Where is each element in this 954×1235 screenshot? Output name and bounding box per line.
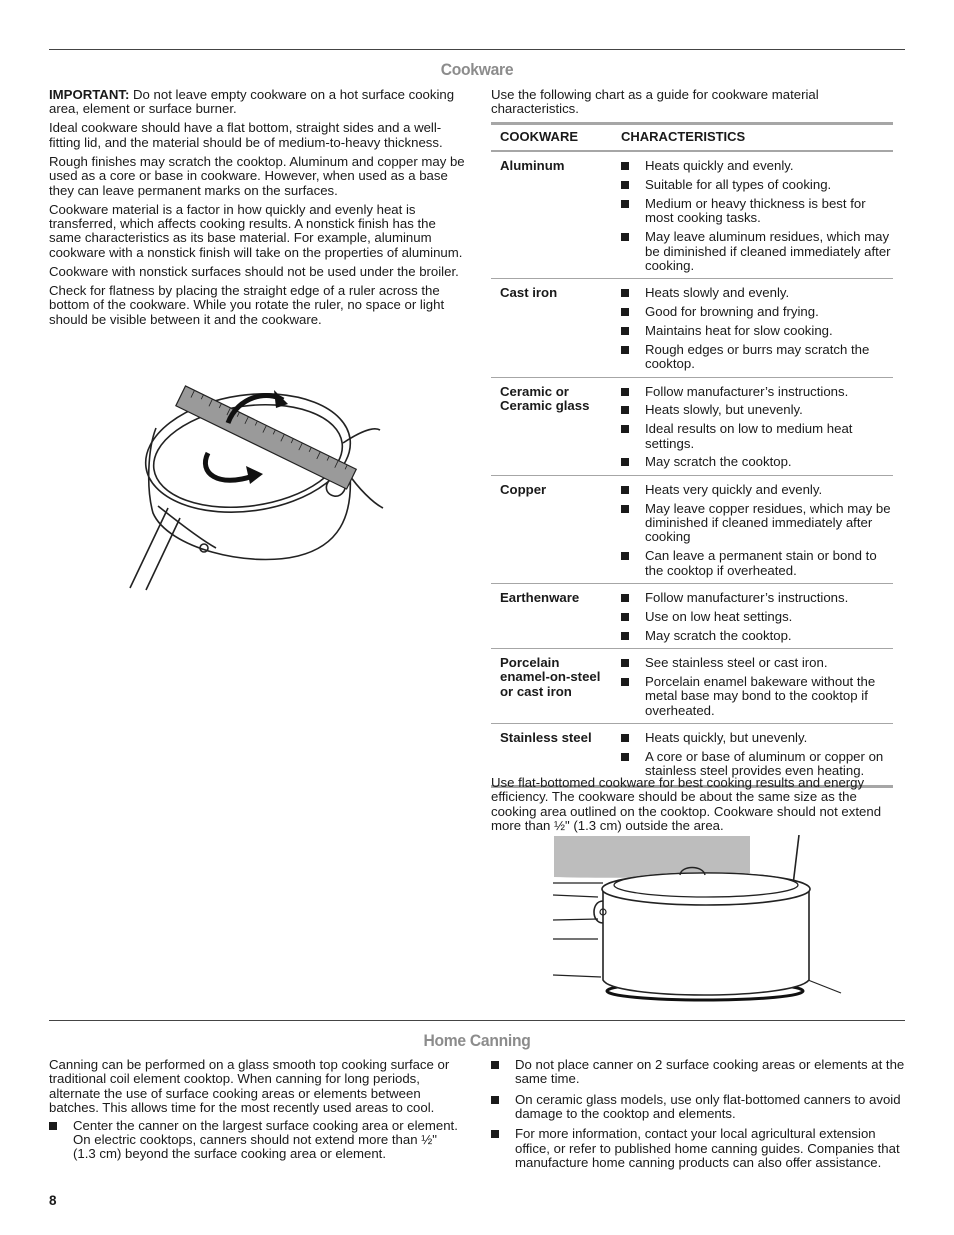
home-canning-left-column xyxy=(49,1058,463,1168)
characteristics-cell xyxy=(612,475,893,583)
canning-intro: Canning can be performed on a glass smooth top cooking surface or traditional coil element cooktop. When canning for long periods, alternate the use of surface cooking areas or elements between batches. This allows time for the most recently used areas to cool. xyxy=(49,1057,450,1116)
table-row xyxy=(491,151,893,279)
paragraph: Cookware with nonstick surfaces should not be used under the broiler. xyxy=(49,263,459,279)
list-item: Heats very quickly and evenly. xyxy=(621,483,893,497)
table-row xyxy=(491,279,893,377)
list-item: Heats slowly and evenly. xyxy=(621,286,893,300)
table-row xyxy=(491,649,893,724)
characteristics-cell xyxy=(612,377,893,475)
list-item: May scratch the cooktop. xyxy=(621,455,893,469)
important-text: Do not leave empty cookware on a hot surface cooking area, element or surface burner. xyxy=(49,87,455,117)
list-item: Rough edges or burrs may scratch the cooktop. xyxy=(621,343,893,372)
table-row xyxy=(491,377,893,475)
list-item: Use on low heat settings. xyxy=(621,610,893,624)
list-item: May scratch the cooktop. xyxy=(621,629,893,643)
material-cell: Porcelain enamel-on-steel or cast iron xyxy=(491,649,612,724)
section-rule xyxy=(49,1020,905,1021)
list-item: Heats slowly, but unevenly. xyxy=(621,403,893,417)
list-item: Suitable for all types of cooking. xyxy=(621,178,893,192)
table-header-row xyxy=(491,124,893,152)
table-row xyxy=(491,584,893,649)
cookware-heading: Cookware xyxy=(440,60,514,79)
list-item: Porcelain enamel bakeware without the metal base may bond to the cooktop if overheated. xyxy=(621,675,893,718)
characteristics-cell xyxy=(612,584,893,649)
list-item: Good for browning and frying. xyxy=(621,305,893,319)
important-note xyxy=(49,88,467,117)
list-item: Maintains heat for slow cooking. xyxy=(621,324,893,338)
table-row xyxy=(491,475,893,583)
list-item: See stainless steel or cast iron. xyxy=(621,656,893,670)
list-item: Follow manufacturer’s instructions. xyxy=(621,591,893,605)
list-item: Medium or heavy thickness is best for most cooking tasks. xyxy=(621,197,893,226)
header-characteristics: CHARACTERISTICS xyxy=(612,124,893,152)
important-label: IMPORTANT: xyxy=(49,87,130,102)
list-item: Follow manufacturer’s instructions. xyxy=(621,385,893,399)
characteristics-cell xyxy=(612,649,893,724)
list-item: For more information, contact your local agricultural extension office, or refer to published home canning guides. Companies that manufacture home canning products can also offer assistance. xyxy=(491,1127,905,1170)
list-item: On ceramic glass models, use only flat-bottomed canners to avoid damage to the cooktop and elements. xyxy=(491,1093,905,1122)
page-number: 8 xyxy=(49,1193,57,1208)
material-cell: Ceramic or Ceramic glass xyxy=(491,377,612,475)
material-cell: Stainless steel xyxy=(491,724,612,787)
list-item: A core or base of aluminum or copper on stainless steel provides even heating. xyxy=(621,750,893,779)
material-cell: Cast iron xyxy=(491,279,612,377)
paragraph: Ideal cookware should have a flat bottom, straight sides and a well-fitting lid, and the material should be of medium-to-heavy thickness. xyxy=(49,120,443,150)
characteristics-cell xyxy=(612,151,893,279)
pot-on-cooktop-illustration xyxy=(553,835,845,1007)
list-item: Do not place canner on 2 surface cooking areas or elements at the same time. xyxy=(491,1058,905,1087)
list-item: Can leave a permanent stain or bond to the cooktop if overheated. xyxy=(621,549,893,578)
material-cell: Earthenware xyxy=(491,584,612,649)
paragraph: Check for flatness by placing the straight edge of a ruler across the bottom of the cookware. While you rotate the ruler, no space or light should be visible between it and the cookware. xyxy=(49,282,445,327)
list-item: Heats quickly and evenly. xyxy=(621,159,893,173)
flat-bottomed-note: Use flat-bottomed cookware for best cooking results and energy efficiency. The cookware should be about the same size as the cooking area outlined on the cooktop. Cookware should not extend more than ½" (1.3 cm) outside the area. xyxy=(491,775,882,834)
material-cell: Copper xyxy=(491,475,612,583)
list-item: Center the canner on the largest surface cooking area or element. On electric cooktops, canners should not extend more than ½" (1.3 cm) beyond the surface cooking area or element. xyxy=(49,1119,463,1162)
list-item: May leave copper residues, which may be diminished if cleaned immediately after cooking xyxy=(621,502,893,545)
chart-intro: Use the following chart as a guide for cookware material characteristics. xyxy=(491,87,819,117)
list-item: Ideal results on low to medium heat settings. xyxy=(621,422,893,451)
ruler-flatness-illustration xyxy=(128,378,388,593)
cookware-characteristics-table xyxy=(491,122,893,788)
paragraph: Rough finishes may scratch the cooktop. Aluminum and copper may be used as a core or base in cookware. However, when used as a base they can leave permanent marks on the surfaces. xyxy=(49,153,465,198)
header-cookware: COOKWARE xyxy=(491,124,612,152)
paragraph: Cookware material is a factor in how quickly and evenly heat is transferred, which affects cooking results. A nonstick finish has the same characteristics as its base material. For example, aluminum cookware with a nonstick finish will take on the properties of aluminum. xyxy=(49,201,463,260)
cookware-left-column xyxy=(49,88,467,332)
list-item: May leave aluminum residues, which may be diminished if cleaned immediately after cooking. xyxy=(621,230,893,273)
home-canning-heading: Home Canning xyxy=(423,1031,531,1050)
characteristics-cell xyxy=(612,279,893,377)
list-item: Heats quickly, but unevenly. xyxy=(621,731,893,745)
material-cell: Aluminum xyxy=(491,151,612,279)
top-rule xyxy=(49,49,905,50)
home-canning-right-column xyxy=(491,1058,905,1176)
